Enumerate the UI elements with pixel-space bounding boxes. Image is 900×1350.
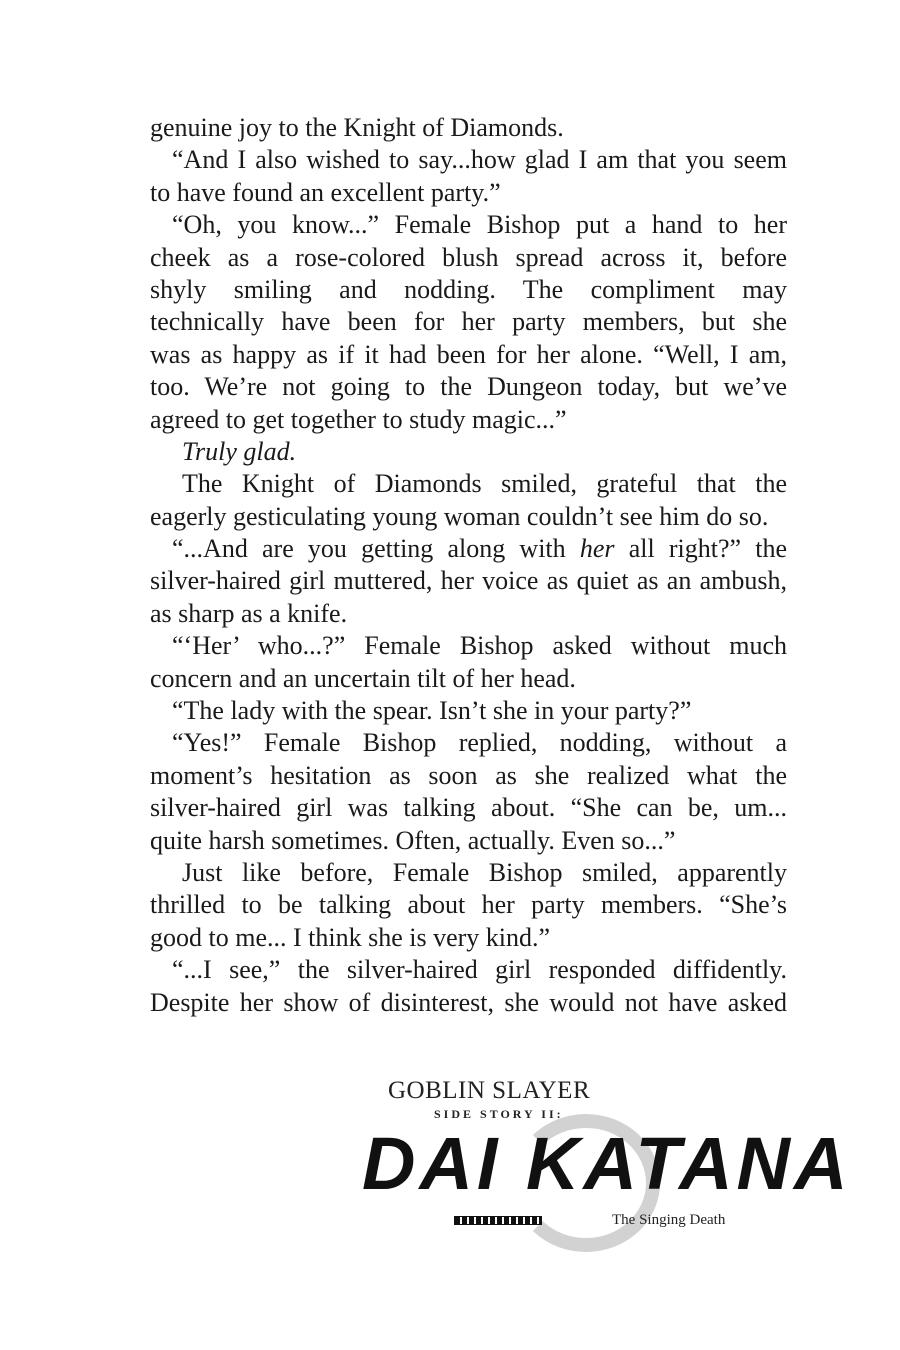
text-span: agreed to get together to study magic...” [150, 404, 567, 434]
text-span: “And I also wished to say...how glad I am that you seem [172, 145, 787, 175]
text-line [150, 371, 787, 403]
text-span: thrilled to be talking about her party members. “She’s [150, 890, 787, 920]
text-span: was as happy as if it had been for her alone. “Well, I am, [150, 339, 787, 369]
book-logo [362, 1077, 852, 1248]
text-line [150, 436, 787, 468]
text-span: “...And are you getting along with [172, 534, 580, 564]
text-span: cheek as a rose-colored blush spread across it, before [150, 242, 787, 272]
text-line [150, 209, 787, 241]
italic-text: her [579, 534, 615, 564]
text-span: all right?” the [614, 534, 787, 564]
text-line [150, 889, 787, 921]
text-span: concern and an uncertain tilt of her head. [150, 663, 576, 693]
text-line [150, 404, 787, 436]
katana-icon [454, 1216, 542, 1225]
text-span: technically have been for her party members, but she [150, 307, 787, 337]
text-line [150, 857, 787, 889]
italic-text: Truly glad. [182, 436, 297, 466]
text-span: “The lady with the spear. Isn’t she in your party?” [172, 696, 692, 726]
text-span: Just like before, Female Bishop smiled, apparently [182, 857, 787, 887]
text-span: genuine joy to the Knight of Diamonds. [150, 113, 564, 142]
text-span: to have found an excellent party.” [150, 177, 501, 207]
text-span: quite harsh sometimes. Often, actually. Even so...” [150, 825, 676, 855]
text-line [150, 760, 787, 792]
text-line [150, 112, 787, 144]
logo-series: GOBLIN SLAYER [388, 1077, 591, 1104]
text-span: “...I see,” the silver-haired girl responded diffidently. [172, 955, 787, 985]
text-line [150, 630, 787, 662]
text-span: moment’s hesitation as soon as she realized what the [150, 760, 787, 790]
text-line [150, 242, 787, 274]
text-line [150, 922, 787, 954]
text-span: Despite her show of disinterest, she would not have asked [150, 987, 787, 1017]
text-line [150, 144, 787, 176]
text-span: The Knight of Diamonds smiled, grateful that the [182, 469, 787, 499]
text-span: shyly smiling and nodding. The compliment may [150, 274, 787, 304]
text-line [150, 792, 787, 824]
text-span: eagerly gesticulating young woman couldn’t see him do so. [150, 501, 769, 531]
text-span: as sharp as a knife. [150, 598, 348, 628]
text-line [150, 727, 787, 759]
text-line [150, 306, 787, 338]
text-line [150, 468, 787, 500]
text-line [150, 825, 787, 857]
text-line [150, 695, 787, 727]
body-text [150, 112, 787, 1019]
text-line [150, 274, 787, 306]
logo-title: DAI KATANA [362, 1122, 852, 1205]
text-span: silver-haired girl was talking about. “She can be, um... [150, 793, 787, 823]
text-line [150, 987, 787, 1019]
text-span: “Yes!” Female Bishop replied, nodding, without a [172, 728, 787, 758]
text-line [150, 177, 787, 209]
text-line [150, 954, 787, 986]
text-span: silver-haired girl muttered, her voice as quiet as an ambush, [150, 566, 787, 596]
text-line [150, 598, 787, 630]
logo-subtitle: SIDE STORY II: [434, 1107, 564, 1121]
text-line [150, 339, 787, 371]
text-line [150, 663, 787, 695]
text-line [150, 501, 787, 533]
text-line [150, 533, 787, 565]
logo-tagline: The Singing Death [612, 1212, 726, 1228]
text-span: “‘Her’ who...?” Female Bishop asked without much [172, 631, 787, 661]
text-span: too. We’re not going to the Dungeon today, but we’ve [150, 372, 787, 402]
text-span: “Oh, you know...” Female Bishop put a hand to her [172, 210, 787, 240]
text-line [150, 565, 787, 597]
text-span: good to me... I think she is very kind.” [150, 922, 551, 952]
